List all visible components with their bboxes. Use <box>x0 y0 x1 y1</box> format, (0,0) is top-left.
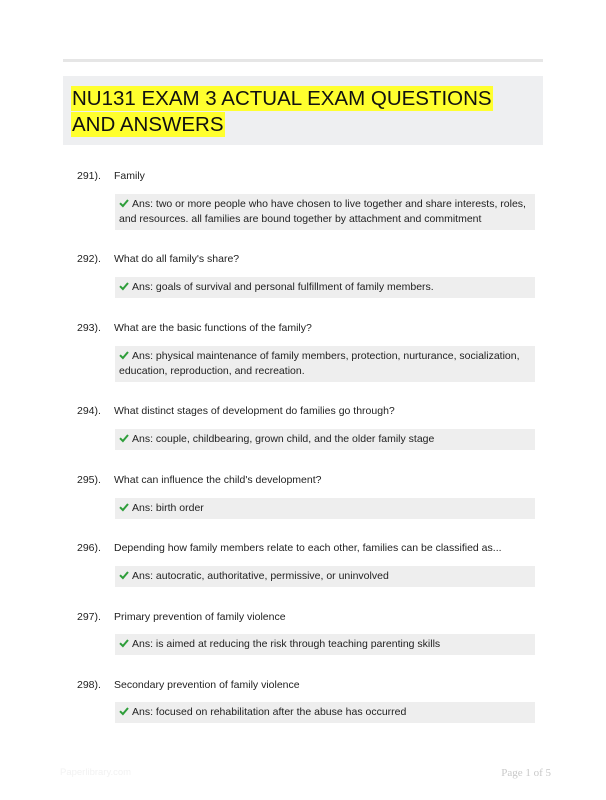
question-text: Depending how family members relate to each other, families can be classified as... <box>114 542 502 554</box>
check-icon <box>119 502 129 512</box>
question-text: Secondary prevention of family violence <box>114 679 300 691</box>
check-icon <box>119 570 129 580</box>
question-text: What do all family's share? <box>114 253 240 265</box>
check-icon <box>119 638 129 648</box>
page-title <box>71 86 535 138</box>
answer-text: Ans: two or more people who have chosen to live together and share interests, roles, and resources. all families are bound together by attachment and commitment <box>119 198 526 225</box>
answer-box <box>115 566 535 587</box>
answer-box <box>115 702 535 723</box>
page-title-text: NU131 EXAM 3 ACTUAL EXAM QUESTIONS AND ANSWERS <box>72 87 492 136</box>
question-text: What can influence the child's development? <box>114 474 322 486</box>
check-icon <box>119 281 129 291</box>
answer-box <box>115 346 535 382</box>
question-number: 293). <box>77 322 101 334</box>
answer-text: Ans: birth order <box>132 502 204 514</box>
answer-text: Ans: is aimed at reducing the risk through teaching parenting skills <box>132 638 441 650</box>
title-box <box>63 76 543 145</box>
answer-box <box>115 634 535 655</box>
answer-box <box>115 194 535 230</box>
answer-text: Ans: focused on rehabilitation after the abuse has occurred <box>132 706 407 718</box>
check-icon <box>119 433 129 443</box>
question-text: What are the basic functions of the family? <box>114 322 312 334</box>
answer-text: Ans: couple, childbearing, grown child, and the older family stage <box>132 433 435 445</box>
answer-box <box>115 429 535 450</box>
answer-box <box>115 498 535 519</box>
question-number: 294). <box>77 405 101 417</box>
question-text: What distinct stages of development do families go through? <box>114 405 395 417</box>
check-icon <box>119 706 129 716</box>
question-number: 291). <box>77 170 101 182</box>
answer-text: Ans: physical maintenance of family members, protection, nurturance, socialization, education, reproduction, and recreation. <box>119 350 520 377</box>
question-number: 295). <box>77 474 101 486</box>
answer-text: Ans: autocratic, authoritative, permissive, or uninvolved <box>132 570 389 582</box>
question-number: 292). <box>77 253 101 265</box>
check-icon <box>119 198 129 208</box>
question-number: 298). <box>77 679 101 691</box>
question-text: Family <box>114 170 145 182</box>
answer-text: Ans: goals of survival and personal fulfillment of family members. <box>132 281 434 293</box>
top-divider <box>63 59 543 62</box>
question-text: Primary prevention of family violence <box>114 611 286 623</box>
question-number: 297). <box>77 611 101 623</box>
footer-watermark: Paperlibrary.com <box>60 767 132 778</box>
answer-box <box>115 277 535 298</box>
page-indicator: Page 1 of 5 <box>501 767 551 779</box>
question-number: 296). <box>77 542 101 554</box>
check-icon <box>119 350 129 360</box>
